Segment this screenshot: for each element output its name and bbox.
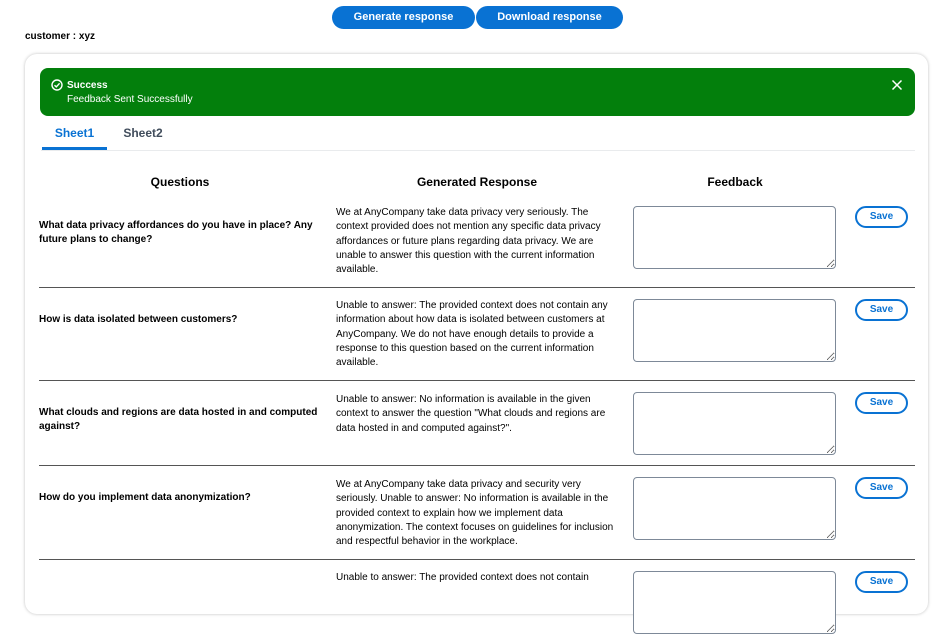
table-row <box>39 381 915 466</box>
top-toolbar <box>332 6 623 46</box>
question-text: How do you implement data anonymization? <box>39 492 251 503</box>
success-check-icon <box>51 79 63 91</box>
table-row <box>39 466 915 560</box>
download-response-file-button[interactable]: Download response file <box>476 6 623 29</box>
feedback-textarea[interactable] <box>633 206 836 269</box>
flash-message: Feedback Sent Successfully <box>67 94 193 105</box>
success-flashbar <box>40 68 915 116</box>
response-column-header: Generated Response <box>416 175 538 189</box>
generate-response-file-button[interactable]: Generate response file <box>332 6 475 29</box>
flash-title: Success <box>67 80 108 91</box>
generated-response-text: Unable to answer: The provided context does not contain any information about how data is isolated between customers at AnyCompany. We do not have enough details to provide a response to this question based on the current information available. <box>336 300 608 369</box>
generated-response-text: Unable to answer: The provided context does not contain <box>336 572 589 583</box>
generated-response-text: We at AnyCompany take data privacy very seriously. The context provided does not mention any specific data privacy affordances or future plans regarding data privacy. We are unable to answer this question with the current information available. <box>336 207 601 276</box>
customer-label: customer : xyz <box>25 31 96 42</box>
save-button[interactable]: Save <box>855 299 908 321</box>
main-card <box>25 54 928 614</box>
save-button[interactable]: Save <box>855 206 908 228</box>
table-row <box>39 288 915 381</box>
question-text: How is data isolated between customers? <box>39 314 238 325</box>
feedback-textarea[interactable] <box>633 392 836 455</box>
table-row <box>39 560 915 620</box>
question-text: What clouds and regions are data hosted in and computed against? <box>39 407 318 432</box>
feedback-textarea[interactable] <box>633 477 836 540</box>
feedback-textarea[interactable] <box>633 571 836 634</box>
generated-response-text: Unable to answer: No information is available in the given context to answer the question "What clouds and regions are data hosted in and computed against?". <box>336 394 606 434</box>
feedback-column-header: Feedback <box>707 175 763 189</box>
save-button[interactable]: Save <box>855 477 908 499</box>
close-icon[interactable] <box>891 79 903 91</box>
table-row <box>39 201 915 288</box>
feedback-textarea[interactable] <box>633 299 836 362</box>
tab-sheet2[interactable]: Sheet2 <box>123 126 163 140</box>
save-button[interactable]: Save <box>855 392 908 414</box>
question-text: What data privacy affordances do you have in place? Any future plans to change? <box>39 220 313 245</box>
generated-response-text: We at AnyCompany take data privacy and security very seriously. Unable to answer: No information is available in the provided context to explain how we implement data anonymization. The context focuses on guidelines for inclusion and respectful behavior in the workplace. <box>336 479 614 548</box>
tab-sheet1[interactable]: Sheet1 <box>42 120 107 150</box>
sheet-tabs <box>41 120 915 151</box>
save-button[interactable]: Save <box>855 571 908 593</box>
questions-column-header: Questions <box>150 175 210 189</box>
